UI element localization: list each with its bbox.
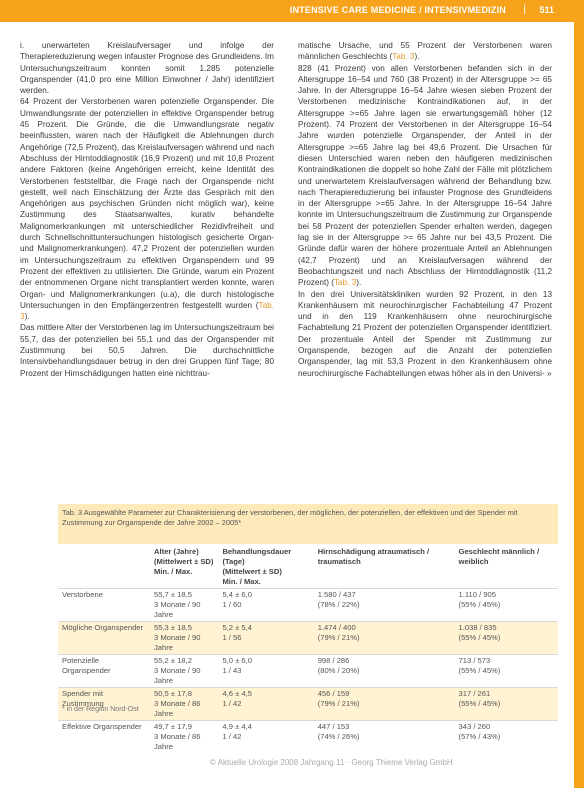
header-title: INTENSIVE CARE MEDICINE / INTENSIVMEDIZIN: [289, 5, 506, 15]
table-cell: 50,5 ± 17,8 3 Monate / 86 Jahre: [150, 688, 218, 721]
table-row: [58, 688, 558, 721]
table-row: [58, 589, 558, 622]
table-cell: 456 / 159 (79% / 21%): [314, 688, 455, 721]
table-cell: 55,2 ± 18,2 3 Monate / 90 Jahre: [150, 655, 218, 688]
page-header: [0, 0, 584, 22]
table-reference-link[interactable]: Tab. 3: [392, 52, 415, 62]
table-row: [58, 622, 558, 655]
table-cell: 1.580 / 437 (78% / 22%): [314, 589, 455, 622]
table-header-cell: Hirnschädigung atraumatisch / traumatisch: [317, 547, 430, 566]
table-cell: 998 / 286 (80% / 20%): [314, 655, 455, 688]
table-cell: 1.474 / 400 (79% / 21%): [314, 622, 455, 655]
table-header-row: [58, 546, 558, 589]
table-cell: 4,9 ± 4,4 1 / 42: [218, 721, 313, 754]
table-header-cell: [58, 546, 150, 589]
table-cell: 5,2 ± 5,4 1 / 56: [218, 622, 313, 655]
paragraph: i. unerwarteten Kreislaufversager und infolge der Therapiereduzierung wegen infauster Prognose des Grundleidens. Im Untersuchungszeitraum konnten somit 1.285 potenzielle Organspender (41,0 pro eine Million Einwohner / Jahr) identifiziert werden.: [20, 41, 274, 96]
paragraph: Das mittlere Alter der Verstorbenen lag im Untersuchungszeitraum bei 55,7, das der potenziellen bei 55,1 und das der Organspender mit Zustimmung bei 50,5 Jahren. Die durchschnittliche Intensivbehandlungsdauer betrug in den drei Gruppen fünf Tage; 80 Prozent der Hirnschädigungen hatten eine nichttrau-: [20, 323, 274, 378]
table-caption: Tab. 3 Ausgewählte Parameter zur Charakterisierung der verstorbenen, der möglichen, der potenziellen, der effektiven und der Spender mit Zustimmung zur Organspende der Jahre 2002 – 2005*: [62, 508, 518, 527]
header-separator: |: [523, 4, 526, 15]
row-label: Verstorbene: [58, 589, 150, 622]
table-cell: 343 / 260 (57% / 43%): [455, 721, 558, 754]
table-cell: 55,7 ± 18,5 3 Monate / 90 Jahre: [150, 589, 218, 622]
table-cell: 447 / 153 (74% / 26%): [314, 721, 455, 754]
row-label: Mögliche Organspender: [58, 622, 150, 655]
table-cell: 1.110 / 905 (55% / 45%): [455, 589, 558, 622]
table-reference-link[interactable]: Tab. 3: [333, 278, 357, 288]
table-cell: 4,6 ± 4,5 1 / 42: [218, 688, 313, 721]
table-cell: 5,4 ± 6,0 1 / 60: [218, 589, 313, 622]
table-cell: 5,0 ± 6,0 1 / 43: [218, 655, 313, 688]
table-row: [58, 655, 558, 688]
data-table: [58, 546, 558, 753]
row-label: Potenzielle Organspender: [58, 655, 150, 688]
table-cell: 317 / 261 (55% / 45%): [455, 688, 558, 721]
page-number: 511: [539, 5, 554, 15]
table-header-cell: Alter (Jahre) (Mittelwert ± SD) Min. / Max.: [154, 547, 214, 576]
table-footnote: * in der Region Nord-Ost: [62, 706, 139, 713]
paragraph: 64 Prozent der Verstorbenen waren potenzielle Organspender. Die Umwandlungsrate der potenziellen in effektive Organspender betrug 45 Prozent. Die Gründe, die die Umwandlungsrate negativ beeinflussten, waren nach der Häufigkeit die Ablehnungen durch Angehörige (72,5 Prozent), das Kreislaufversagen während und nach Abschluss der Hirntoddiagnostik (16,9 Prozent) und mit 10,8 Prozent andere Faktoren (keine Angehörigen erreicht, keine Identität des Verstorbenen feststellbar, die Frage nach der Organspende nicht gestellt, weil nach Einschätzung der Ärzte das Gespräch mit den Angehörigen aus psychischen Gründen nicht möglich war), keine Zustimmung des Staatsanwaltes, kurativ behandelte Malignomerkrankungen mit unterschiedlicher Rezidivfreiheit und durch Schnellschnittuntersuchungen histologisch gesicherte Organ- und Malignomerkrankungen). 47,2 Prozent der potenziellen wurden im Untersuchungszeitraum zu effektiven Organspendern und 99 Prozent der effektiven zu utilisierten. Die Gründe, warum ein Prozent der entnommenen Organe nicht transplantiert werden konnte, waren Organ- und Malignomerkrankungen (u.a), die durch histologische Untersuchungen in den Empfängerzentren festgestellt wurden (Tab. 3).: [20, 97, 274, 322]
paragraph: 828 (41 Prozent) von allen Verstorbenen befanden sich in der Altersgruppe 16–54 und 760 (38 Prozent) in der Altersgruppe >= 65 Jahre. In der Altersgruppe 16–54 Jahre wiesen sieben Prozent der Verstorbenen medizinische Kontraindikationen auf, in der Altersgruppe >=65 Jahre lagen sie erwartungsgemäß höher (12 Prozent). 74 Prozent der Verstorbenen in der Altersgruppe 16–54 Jahre wurden potenzielle Organspender, der Anteil in der Altersgruppe >=65 Jahre lag bei 49,6 Prozent. Die Ursachen für diesen Unterschied waren neben den häufigeren medizinischen Kontraindikationen die doppelt so hohe Zahl der Fälle mit plötzlichem und unerwartetem Kreislaufversagen während der Behandlung bzw. nach Therapiereduzierung bei infauster Prognose des Grundleidens in der Altersgruppe >=65 Jahre. In der Altersgruppe 16–54 Jahre konnte im Untersuchungszeitraum die Zustimmung zur Organspende bei 58 Prozent der potenziellen Spender erhalten werden, dagegen lag sie in der Altersgruppe >= 65 Jahre nur bei 43,5 Prozent. Die Gründe dafür waren der höhere prozentuale Anteil an Ablehnungen (42,7 Prozent) und an Kreislaufversagen während der Beobachtungszeit und nach Abschluss der Hirntoddiagnostik (11,2 Prozent) (Tab. 3).: [298, 63, 552, 288]
paragraph: In den drei Universitätskliniken wurden 92 Prozent, in den 13 Krankenhäusern mit neurochirurgischer Fachabteilung 47 Prozent und in den 119 Krankenhäusern ohne neurochirurgische Fachabteilung 21 Prozent der potenziellen Organspender identifiziert. Der prozentuale Anteil der Spender mit Zustimmung zur Organspende, bezogen auf die Anzahl der potenziellen Organspender, lag mit 53,3 Prozent in den Krankenhäusern ohne neurochirurgische Fachabteilungen etwas höher als in den Universi- »: [298, 289, 552, 378]
row-label: Spender mit Zustimmung: [58, 688, 150, 721]
text-column-right: [298, 40, 552, 379]
table-cell: 713 / 573 (55% / 45%): [455, 655, 558, 688]
row-label: Effektive Organspender: [58, 721, 150, 754]
table-reference-link[interactable]: Tab. 3: [20, 300, 274, 322]
paragraph: matische Ursache, und 55 Prozent der Verstorbenen waren männlichen Geschlechts (Tab. 3).: [298, 41, 552, 62]
table-header-cell: Geschlecht männlich / weiblich: [458, 547, 540, 566]
table-cell: 55,3 ± 18,5 3 Monate / 90 Jahre: [150, 622, 218, 655]
text-column-left: [20, 40, 274, 379]
table-row: [58, 721, 558, 754]
table-cell: 49,7 ± 17,9 3 Monate / 86 Jahre: [150, 721, 218, 754]
margin-bar: [574, 22, 584, 788]
table-cell: 1.038 / 835 (55% / 45%): [455, 622, 558, 655]
copyright-line: © Aktuelle Urologie 2008 Jahrgang 11 · Georg Thieme Verlag GmbH: [210, 758, 453, 767]
table-header-cell: Behandlungsdauer (Tage) (Mittelwert ± SD) Min. / Max.: [222, 547, 292, 586]
